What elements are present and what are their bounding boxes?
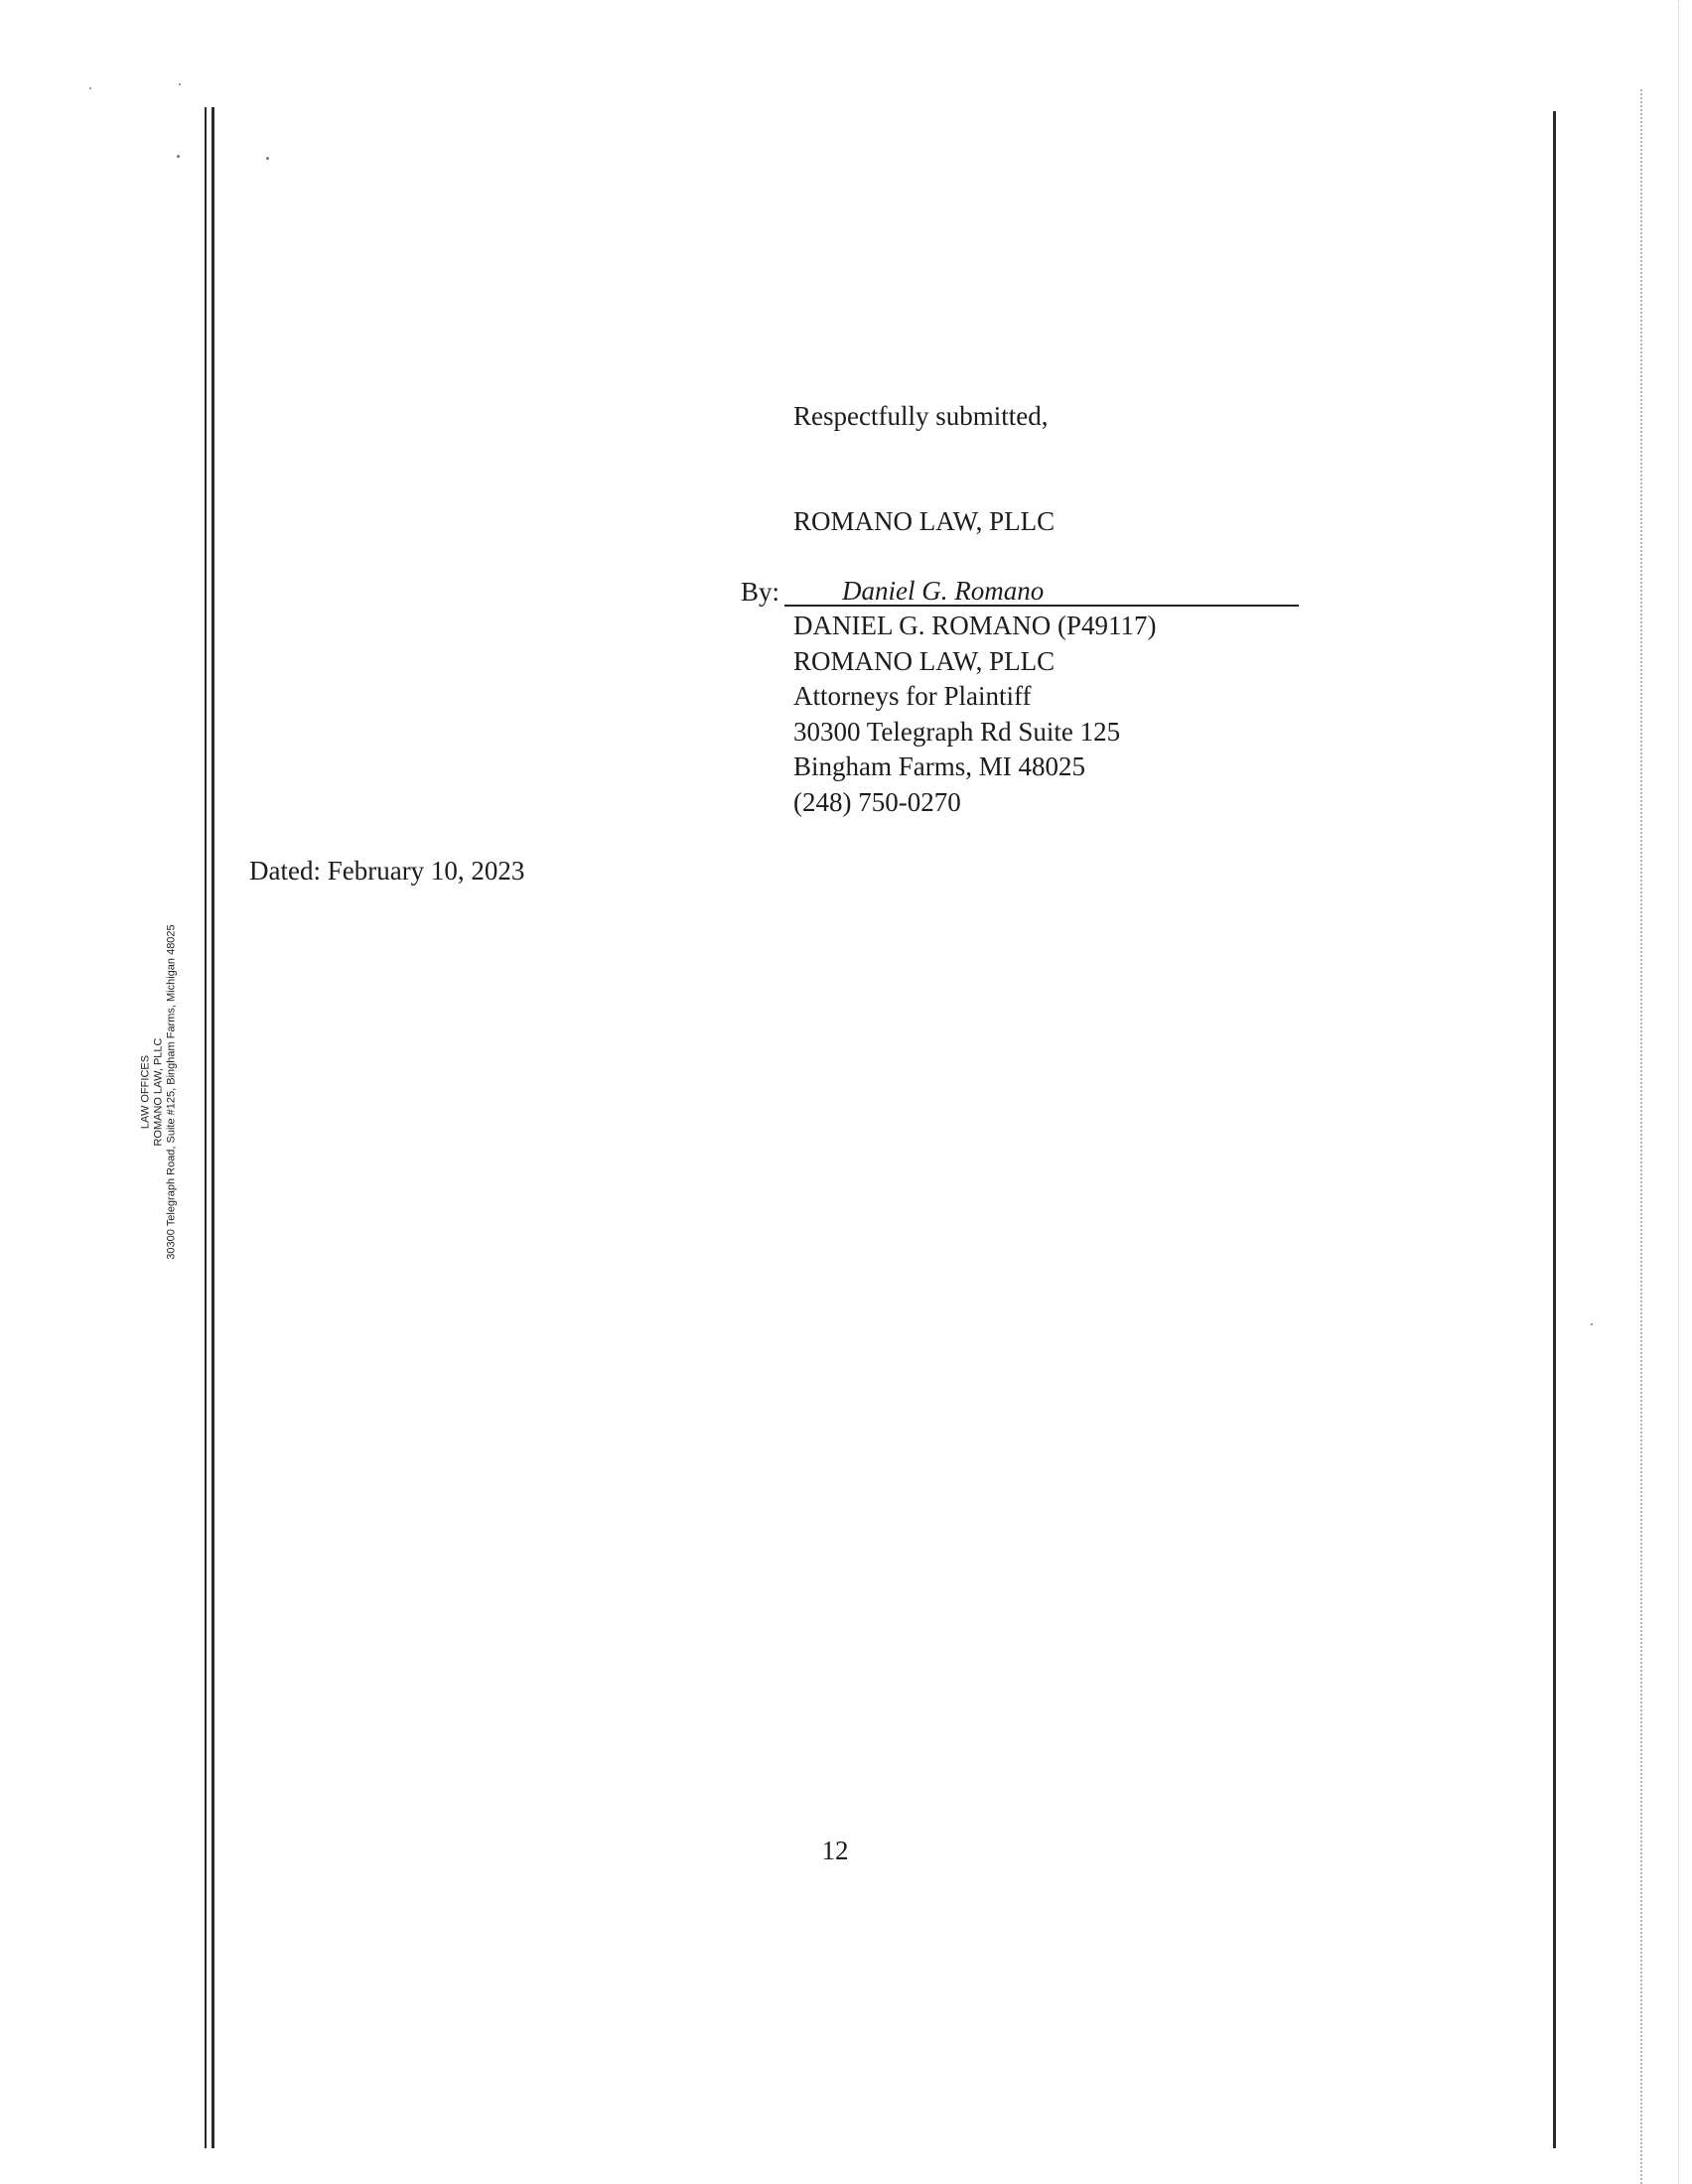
left-margin-rule-outer	[205, 107, 207, 2148]
attorney-phone: (248) 750-0270	[793, 786, 961, 817]
by-label: By:	[741, 577, 780, 607]
signature-block	[793, 609, 1156, 820]
scan-speck	[179, 83, 181, 85]
scan-speck	[177, 155, 180, 158]
margin-letterhead	[140, 893, 179, 1291]
page-number: 12	[821, 1836, 849, 1865]
signature: Daniel G. Romano	[842, 576, 1045, 606]
scan-edge-mark	[1640, 89, 1642, 2184]
attorney-city: Bingham Farms, MI 48025	[793, 751, 1085, 781]
letterhead-line-2: ROMANO LAW, PLLC	[152, 1037, 165, 1147]
letterhead-line-1: LAW OFFICES	[139, 1054, 152, 1130]
attorney-role: Attorneys for Plaintiff	[793, 681, 1032, 711]
attorney-street: 30300 Telegraph Rd Suite 125	[793, 716, 1121, 747]
attorney-name: DANIEL G. ROMANO (P49117)	[793, 611, 1157, 640]
left-margin-rule-inner	[212, 107, 214, 2148]
attorney-firm: ROMANO LAW, PLLC	[793, 645, 1056, 676]
scan-speck	[89, 87, 91, 89]
scan-speck	[266, 157, 269, 160]
scan-edge-mark-secondary	[1678, 0, 1679, 2184]
right-margin-rule	[1553, 111, 1556, 2148]
closing-text: Respectfully submitted,	[793, 401, 1049, 431]
letterhead-line-3: 30300 Telegraph Road, Suite #125, Bingham Farms, Michigan 48025	[165, 924, 178, 1260]
date-line: Dated: February 10, 2023	[249, 856, 525, 886]
firm-name: ROMANO LAW, PLLC	[793, 506, 1056, 536]
scan-speck	[1591, 1323, 1593, 1325]
